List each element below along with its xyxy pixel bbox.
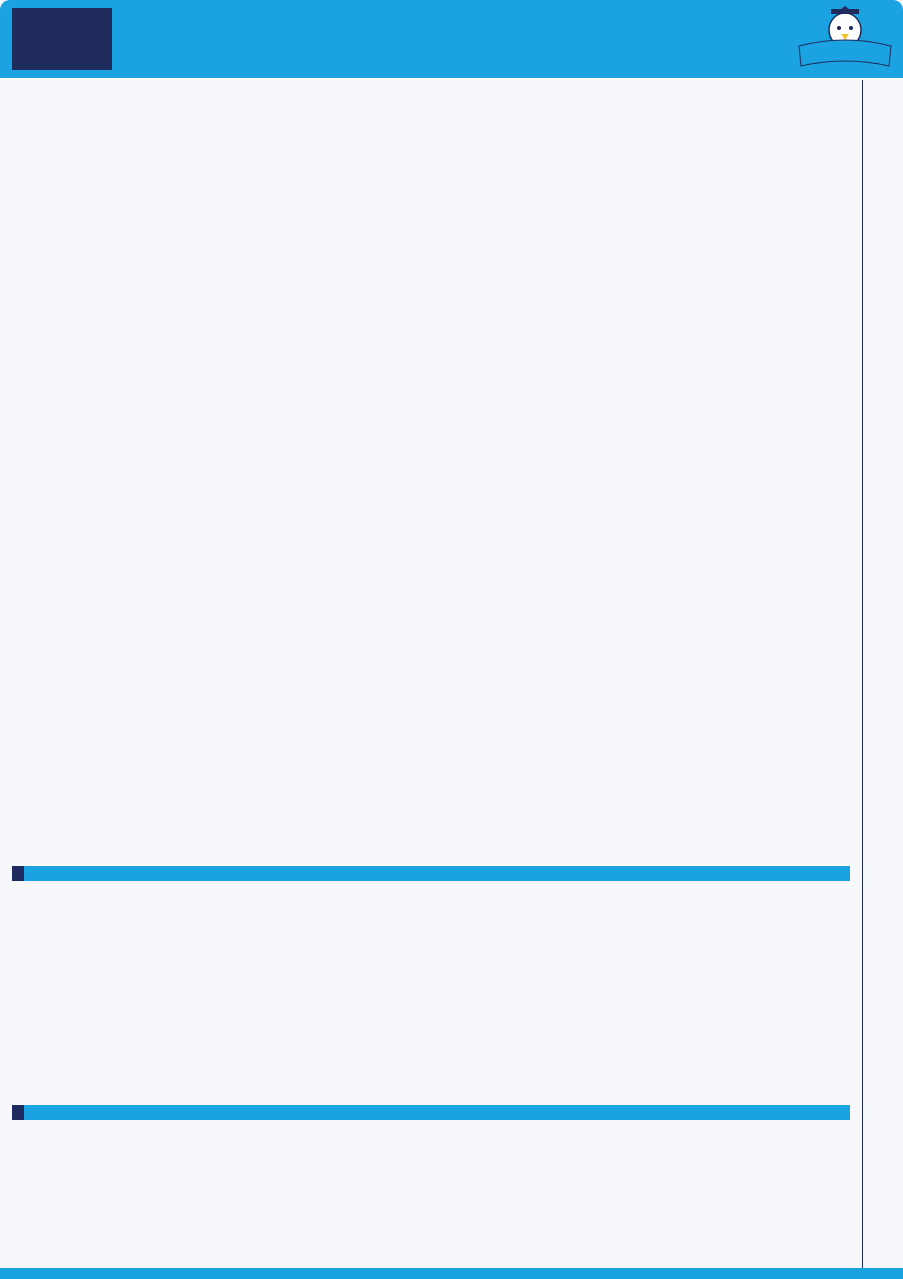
pt-section-header xyxy=(12,1105,850,1120)
header-bar xyxy=(0,0,903,78)
title-box xyxy=(12,8,112,70)
pt-section-label xyxy=(12,1105,24,1120)
h-section-label xyxy=(12,866,24,881)
vertical-ruler xyxy=(862,80,893,1270)
mascot-logo xyxy=(795,4,895,70)
h-section-header xyxy=(12,866,850,881)
mascot-seagull-icon xyxy=(795,4,895,70)
tel-line xyxy=(476,32,484,43)
bottom-bar xyxy=(0,1268,903,1279)
